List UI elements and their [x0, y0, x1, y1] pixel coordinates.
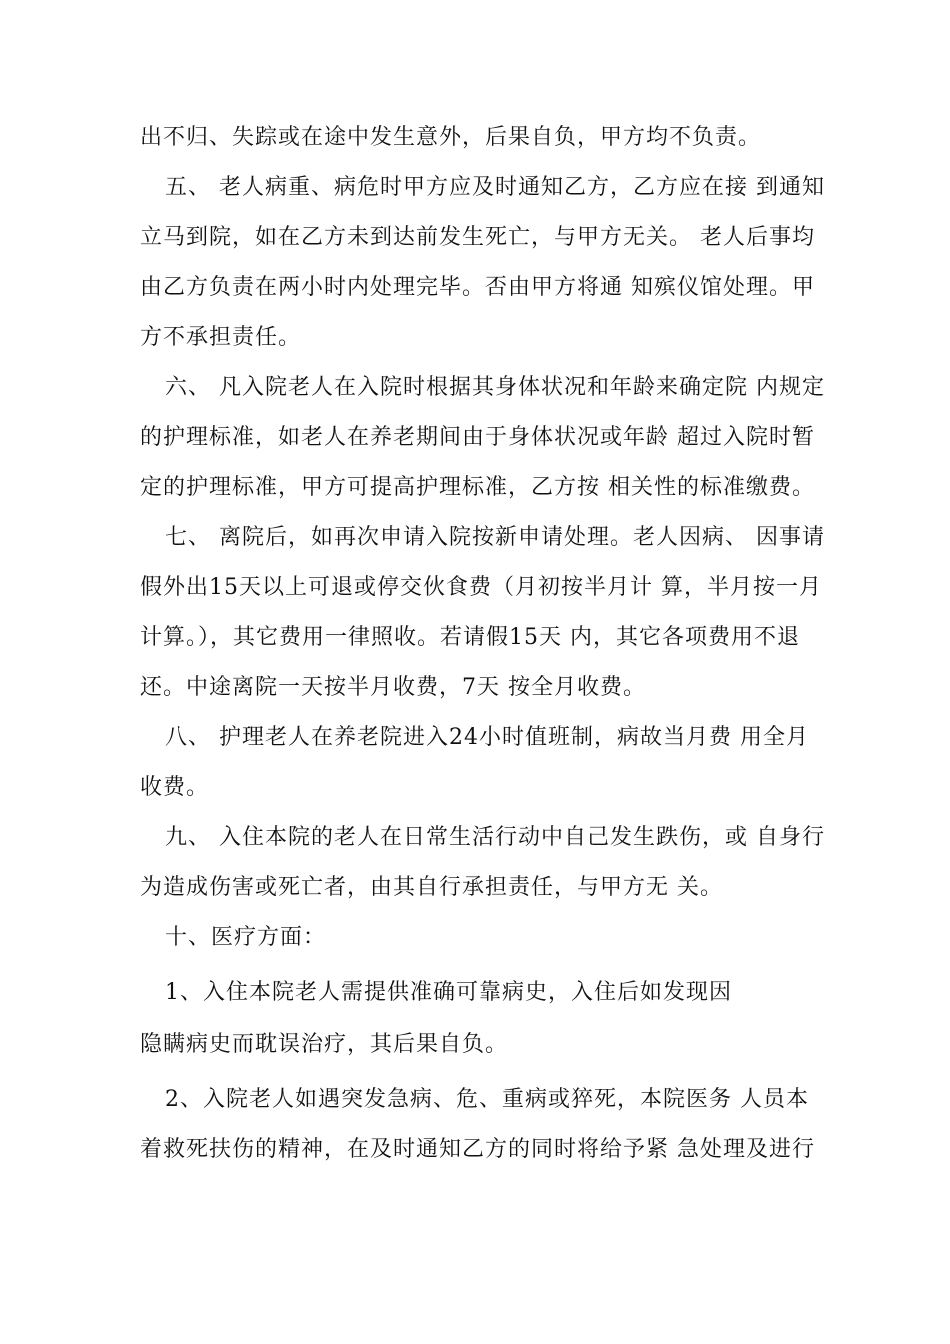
text-line: 六、 凡入院老人在入院时根据其身体状况和年龄来确定院 内规定: [165, 375, 825, 400]
text-line: 计算。），其它费用一律照收。若请假15天 内，其它各项费用不退: [140, 625, 800, 650]
text-line: 为造成伤害或死亡者，由其自行承担责任，与甲方无 关。: [140, 875, 723, 900]
text-line: 隐瞒病史而耽误治疗，其后果自负。: [140, 1032, 509, 1057]
text-line: 1、入住本院老人需提供准确可靠病史，入住后如发现因: [165, 980, 732, 1005]
text-line: 收费。: [140, 775, 210, 800]
text-line: 着救死扶伤的精神，在及时通知乙方的同时将给予紧 急处理及进行: [140, 1137, 815, 1162]
text-line: 八、 护理老人在养老院进入24小时值班制，病故当月费 用全月: [165, 725, 809, 750]
text-line: 由乙方负责在两小时内处理完毕。否由甲方将通 知殡仪馆处理。甲: [140, 275, 815, 300]
text-line: 九、 入住本院的老人在日常生活行动中自己发生跌伤，或 自身行: [165, 825, 825, 850]
text-line: 立马到院，如在乙方未到达前发生死亡，与甲方无关。 老人后事均: [140, 225, 815, 250]
text-line: 十、医疗方面：: [165, 925, 327, 950]
text-line: 七、 离院后，如再次申请入院按新申请处理。老人因病、 因事请: [165, 525, 825, 550]
text-line: 假外出15天以上可退或停交伙食费（月初按半月计 算，半月按一月: [140, 575, 822, 600]
text-line: 2、入院老人如遇突发急病、危、重病或猝死，本院医务 人员本: [165, 1087, 809, 1112]
text-line: 还。中途离院一天按半月收费，7天 按全月收费。: [140, 675, 646, 700]
text-line: 五、 老人病重、病危时甲方应及时通知乙方，乙方应在接 到通知: [165, 175, 825, 200]
text-line: 出不归、失踪或在途中发生意外，后果自负，甲方均不负责。: [140, 125, 762, 150]
text-line: 方不承担责任。: [140, 325, 302, 350]
text-line: 的护理标准，如老人在养老期间由于身体状况或年龄 超过入院时暂: [140, 425, 815, 450]
text-line: 定的护理标准，甲方可提高护理标准，乙方按 相关性的标准缴费。: [140, 475, 815, 500]
